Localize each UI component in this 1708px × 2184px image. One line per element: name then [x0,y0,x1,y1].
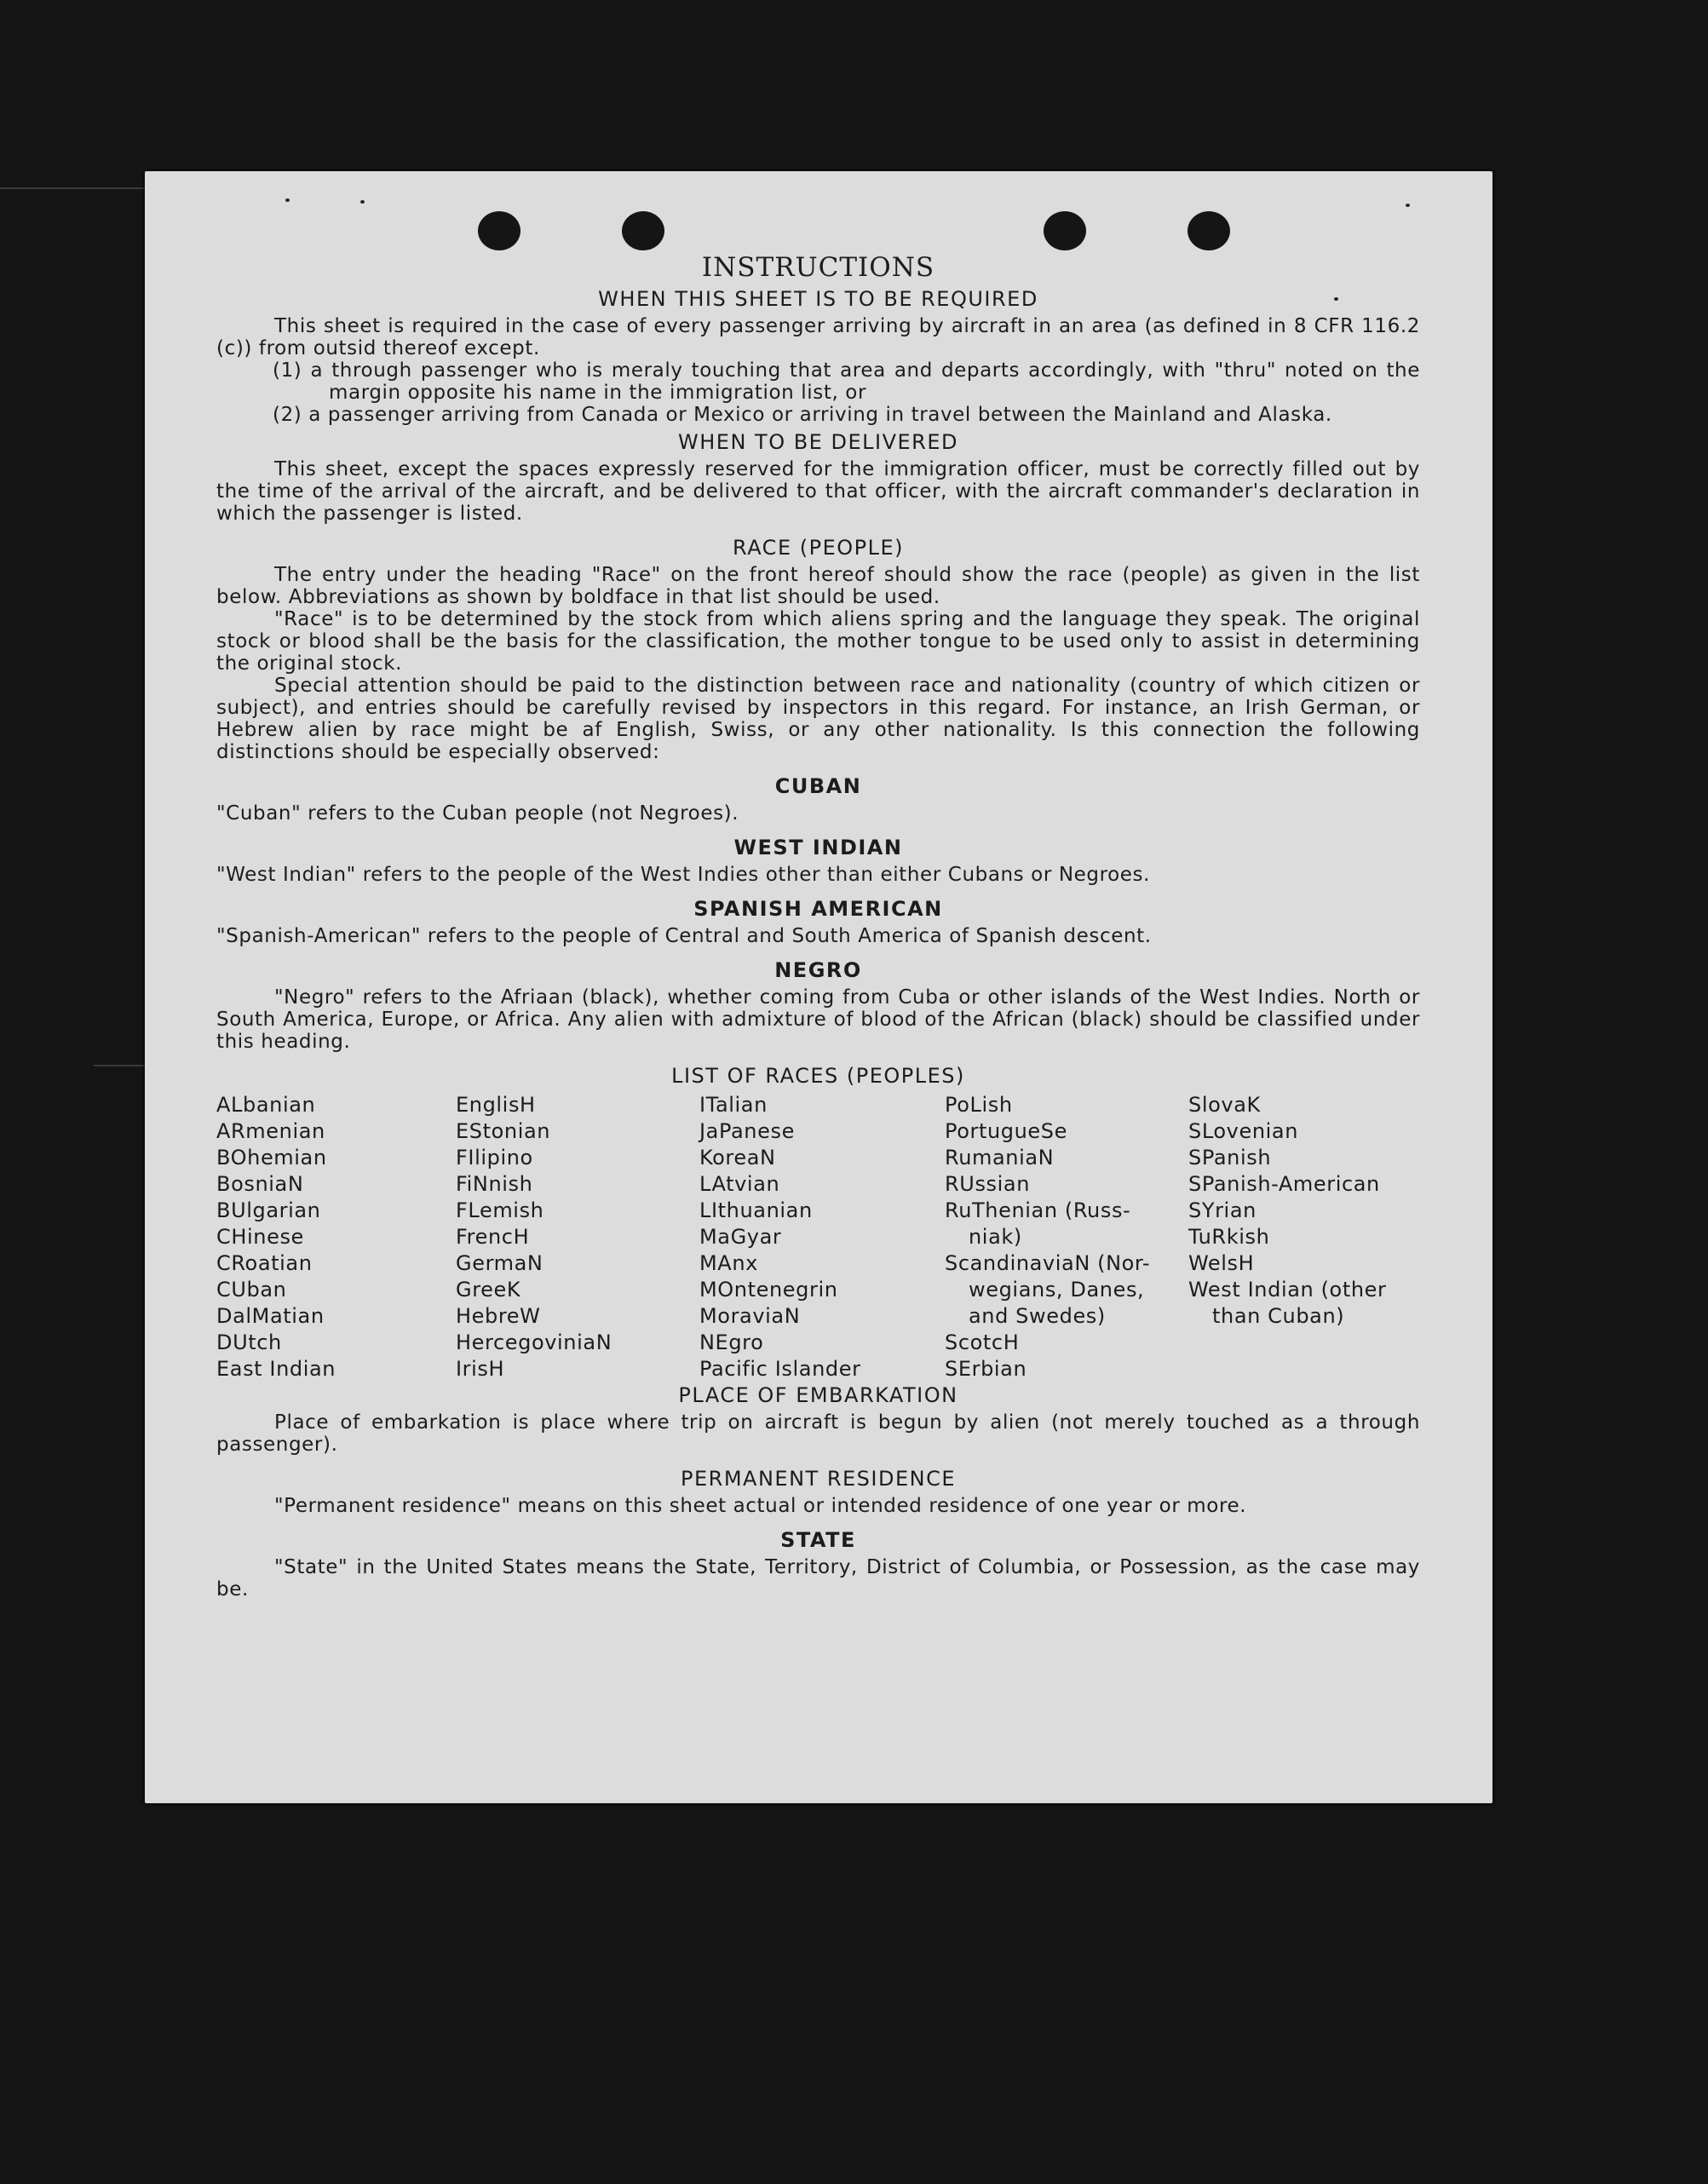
race-entry: RumaniaN [945,1146,1055,1170]
race-entry: East Indian [216,1357,336,1381]
race-entry: HebreW [456,1304,541,1328]
race-entry: CHinese [216,1225,304,1249]
race-entry: and Swedes) [969,1304,1106,1328]
heading-negro: NEGRO [774,958,862,982]
speck [1406,204,1410,207]
negro-text: "Negro" refers to the Afriaan (black), whether coming from Cuba or other islands of the West Indies. North or South America, Europe, or Africa. Any alien with admixture of blood of the African (black) should be classified under this heading. [216,986,1420,1053]
spanish-american-text: "Spanish-American" refers to the people of Central and South America of Spanish descent. [216,925,1152,947]
race-entry: GermaN [456,1251,543,1275]
sheet-content [216,252,1420,1601]
race-column [699,1092,945,1382]
when-delivered-text: This sheet, except the spaces expressly reserved for the immigration officer, must be correctly filled out by the time of the arrival of the aircraft, and be delivered to that officer, with the aircraft commander's declaration in which the passenger is listed. [216,458,1420,525]
race-column [1188,1092,1420,1382]
race-entry: NEgro [699,1331,764,1354]
race-entry: BOhemian [216,1146,327,1170]
west-indian-text: "West Indian" refers to the people of the West Indies other than either Cubans or Negroes. [216,864,1151,886]
race-entry: wegians, Danes, [969,1278,1145,1302]
race-entry: SLovenian [1188,1119,1299,1143]
race-entry: HercegoviniaN [456,1331,612,1354]
race-entry: BUlgarian [216,1198,321,1222]
heading-race: RACE (PEOPLE) [732,536,904,560]
race-entry: WelsH [1188,1251,1255,1275]
race-column [216,1092,456,1382]
race-entry: MOntenegrin [699,1278,838,1302]
race-entry: PoLish [945,1093,1013,1117]
race-entry: SErbian [945,1357,1027,1381]
race-entry: KoreaN [699,1146,776,1170]
heading-embarkation: PLACE OF EMBARKATION [678,1383,958,1407]
race-entry: DalMatian [216,1304,325,1328]
punch-hole [622,211,664,250]
race-entry: BosniaN [216,1172,304,1196]
cuban-text: "Cuban" refers to the Cuban people (not Negroes). [216,802,739,825]
race-entry: FIlipino [456,1146,533,1170]
race-entry: JaPanese [699,1119,795,1143]
race-entry: ScotcH [945,1331,1020,1354]
race-entry: CRoatian [216,1251,313,1275]
race-entry: IrisH [456,1357,505,1381]
scan-edge-line [0,187,145,189]
race-text-1: The entry under the heading "Race" on the front hereof should show the race (people) as given in the list below. Abbreviations as shown by boldface in that list should be used. [216,564,1420,608]
race-entry: ITalian [699,1093,768,1117]
instruction-sheet [145,171,1492,1803]
race-column [456,1092,699,1382]
race-entry: ALbanian [216,1093,316,1117]
state-text: "State" in the United States means the State, Territory, District of Columbia, or Possession, as the case may be. [216,1556,1420,1601]
heading-when-required: WHEN THIS SHEET IS TO BE REQUIRED [598,287,1038,311]
speck [360,200,365,204]
heading-spanish-american: SPANISH AMERICAN [693,897,943,921]
race-entry: LAtvian [699,1172,780,1196]
punch-hole [1188,211,1230,250]
race-entry: GreeK [456,1278,521,1302]
race-entry: RUssian [945,1172,1031,1196]
race-entry: DUtch [216,1331,282,1354]
race-entry: LIthuanian [699,1198,813,1222]
race-column [945,1092,1188,1382]
race-entry: FLemish [456,1198,544,1222]
page-title: INSTRUCTIONS [701,252,935,283]
race-entry: ScandinaviaN (Nor- [945,1251,1151,1275]
race-text-3: Special attention should be paid to the distinction between race and nationality (country of which citizen or subject), and entries should be carefully revised by inspectors in this regard. For instance, an Irish German, or Hebrew alien by race might be af English, Swiss, or any other nationality. Is this connection the following distinctions should be especially observed: [216,675,1420,763]
embarkation-text: Place of embarkation is place where trip on aircraft is begun by alien (not merely touched as a through passenger). [216,1411,1420,1456]
speck [285,198,290,202]
scan-edge-line [94,1065,145,1066]
race-entry: EStonian [456,1119,551,1143]
race-entry: RuThenian (Russ- [945,1198,1131,1222]
race-entry: PortugueSe [945,1119,1067,1143]
race-entry: SlovaK [1188,1093,1261,1117]
heading-when-delivered: WHEN TO BE DELIVERED [678,430,958,454]
permanent-residence-text: "Permanent residence" means on this sheet actual or intended residence of one year or more. [274,1495,1247,1517]
exception-item-2: (2) a passenger arriving from Canada or Mexico or arriving in travel between the Mainland and Alaska. [273,404,1332,426]
race-text-2: "Race" is to be determined by the stock from which aliens spring and the language they speak. The original stock or blood shall be the basis for the classification, the mother tongue to be used only to assist in determining the original stock. [216,608,1420,675]
race-entry: MaGyar [699,1225,782,1249]
when-required-text: This sheet is required in the case of every passenger arriving by aircraft in an area (as defined in 8 CFR 116.2 (c)) from outsid thereof except. [216,315,1420,359]
heading-state: STATE [780,1528,856,1552]
heading-cuban: CUBAN [774,774,862,798]
race-entry: Pacific Islander [699,1357,861,1381]
race-entry: CUban [216,1278,287,1302]
race-entry: than Cuban) [1212,1304,1345,1328]
race-entry: TuRkish [1188,1225,1270,1249]
race-entry: ARmenian [216,1119,325,1143]
race-entry: SPanish [1188,1146,1272,1170]
race-entry: MAnx [699,1251,758,1275]
race-entry: West Indian (other [1188,1278,1387,1302]
exception-item-1: (1) a through passenger who is meraly touching that area and departs accordingly, with "thru" noted on the margin opposite his name in the immigration list, or [273,359,1420,404]
race-entry: SPanish-American [1188,1172,1380,1196]
race-entry: FrencH [456,1225,530,1249]
race-entry: FiNnish [456,1172,533,1196]
race-list [216,1092,1420,1382]
heading-permanent-residence: PERMANENT RESIDENCE [681,1467,956,1491]
race-entry: MoraviaN [699,1304,801,1328]
race-entry: niak) [969,1225,1022,1249]
race-entry: EnglisH [456,1093,536,1117]
heading-list-of-races: LIST OF RACES (PEOPLES) [671,1064,965,1088]
punch-hole [478,211,520,250]
heading-west-indian: WEST INDIAN [733,836,903,859]
race-entry: SYrian [1188,1198,1257,1222]
punch-hole [1044,211,1086,250]
